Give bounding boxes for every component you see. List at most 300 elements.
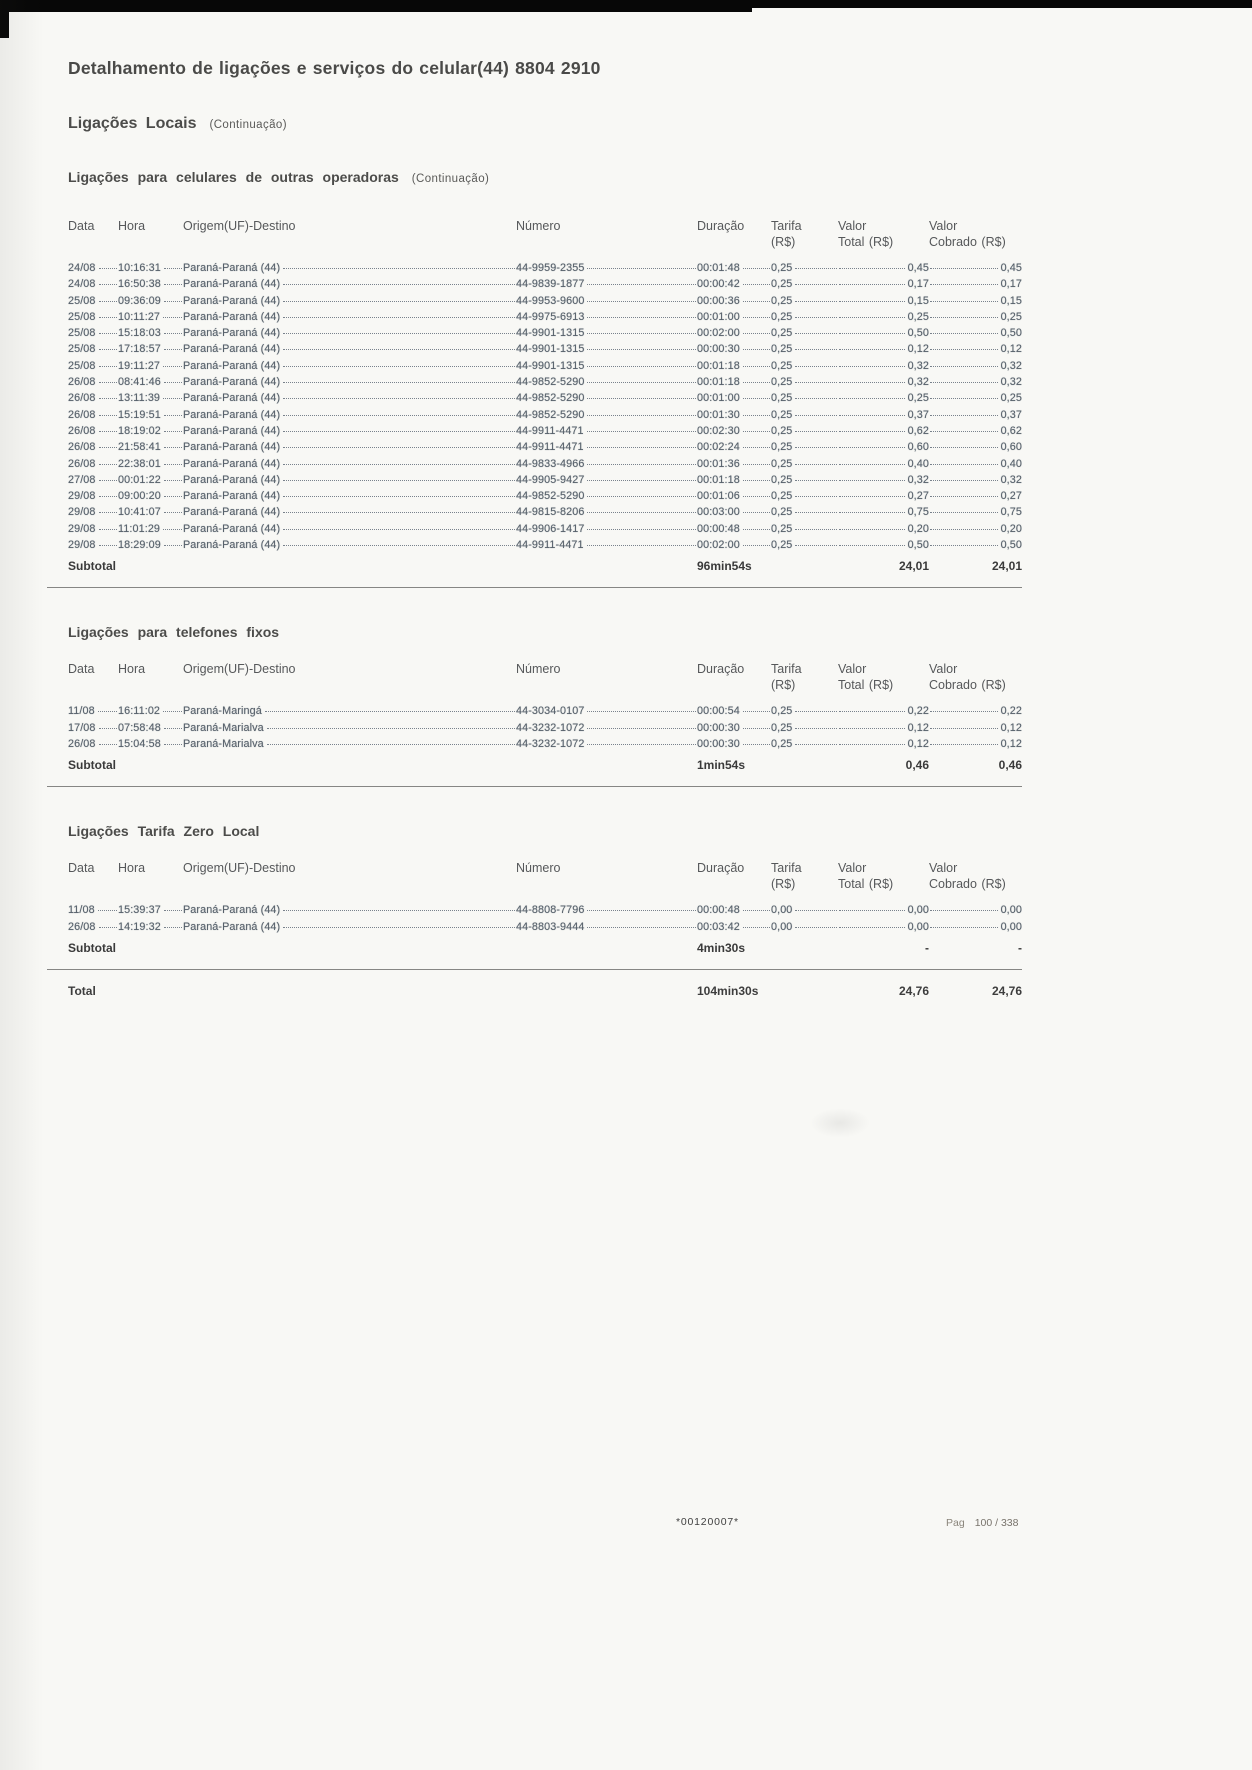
dot-leader xyxy=(164,545,182,546)
col-hora: Hora xyxy=(118,861,146,876)
dot-leader xyxy=(839,728,905,729)
dot-leader xyxy=(743,366,770,367)
dot-leader xyxy=(99,927,117,928)
cell-data: 11/08 xyxy=(68,904,95,917)
cell-data: 27/08 xyxy=(68,473,96,486)
dot-leader xyxy=(283,529,515,530)
cell-valor-cobrado: 0,25 xyxy=(1000,310,1022,323)
cell-valor-cobrado: 0,00 xyxy=(1000,920,1022,933)
cell-hora: 10:41:07 xyxy=(118,506,161,519)
cell-hora: 16:50:38 xyxy=(118,278,161,291)
table-row xyxy=(68,278,1022,294)
table-rows xyxy=(68,262,1022,555)
dot-leader xyxy=(164,910,182,911)
dot-leader xyxy=(795,728,837,729)
dot-leader xyxy=(743,529,770,530)
table-row xyxy=(68,458,1022,474)
cell-data: 26/08 xyxy=(68,424,96,437)
table-title: Ligações para telefones fixos xyxy=(68,624,280,641)
dot-leader xyxy=(164,512,182,513)
cell-tarifa: 0,25 xyxy=(771,278,793,291)
cell-valor-total: 0,50 xyxy=(907,539,929,552)
table-row xyxy=(68,425,1022,441)
cell-tarifa: 0,25 xyxy=(771,376,793,389)
dot-leader xyxy=(587,512,696,513)
cell-valor-cobrado: 0,60 xyxy=(1000,441,1022,454)
dot-leader xyxy=(930,480,998,481)
cell-hora: 15:19:51 xyxy=(118,408,161,421)
cell-tarifa: 0,25 xyxy=(771,539,793,552)
dot-leader xyxy=(743,927,770,928)
cell-data: 29/08 xyxy=(68,522,96,535)
cell-valor-cobrado: 0,22 xyxy=(1000,705,1022,718)
cell-duracao: 00:00:54 xyxy=(697,705,740,718)
cell-origem: Paraná-Paraná (44) xyxy=(183,441,281,454)
dot-leader xyxy=(743,349,770,350)
dot-leader xyxy=(839,301,905,302)
cell-tarifa: 0,25 xyxy=(771,490,793,503)
cell-valor-cobrado: 0,17 xyxy=(1000,278,1022,291)
call-table-section xyxy=(68,169,1022,588)
dot-leader xyxy=(587,910,696,911)
scan-smudge xyxy=(810,1108,870,1138)
cell-valor-cobrado: 0,32 xyxy=(1000,376,1022,389)
cell-tarifa: 0,25 xyxy=(771,705,793,718)
cell-numero: 44-9839-1877 xyxy=(516,278,585,291)
dot-leader xyxy=(164,284,182,285)
dot-leader xyxy=(839,910,905,911)
dot-leader xyxy=(930,447,998,448)
cell-duracao: 00:00:30 xyxy=(697,721,740,734)
dot-leader xyxy=(164,349,182,350)
cell-valor-total: 0,12 xyxy=(907,343,929,356)
dot-leader xyxy=(743,415,770,416)
cell-origem: Paraná-Paraná (44) xyxy=(183,392,281,405)
section-divider xyxy=(47,587,1022,588)
col-valor-cobrado: Valor Cobrado (R$) xyxy=(929,662,1006,692)
cell-hora: 00:01:22 xyxy=(118,473,161,486)
col-data: Data xyxy=(68,219,95,233)
cell-valor-total: 0,12 xyxy=(907,737,929,750)
cell-origem: Paraná-Paraná (44) xyxy=(183,457,281,470)
cell-hora: 18:29:09 xyxy=(118,539,161,552)
cell-valor-total: 0,45 xyxy=(907,262,929,274)
cell-duracao: 00:02:30 xyxy=(697,424,740,437)
dot-leader xyxy=(743,333,770,334)
cell-valor-total: 0,60 xyxy=(907,441,929,454)
col-valor-total: Valor Total (R$) xyxy=(838,861,894,891)
dot-leader xyxy=(930,398,998,399)
dot-leader xyxy=(587,415,696,416)
cell-numero: 44-9901-1315 xyxy=(516,327,585,340)
table-title: Ligações para celulares de outras operadoras (Continuação) xyxy=(68,169,490,185)
cell-duracao: 00:01:36 xyxy=(697,457,740,470)
dot-leader xyxy=(743,317,770,318)
cell-origem: Paraná-Paraná (44) xyxy=(183,343,281,356)
table-row xyxy=(68,343,1022,359)
cell-data: 29/08 xyxy=(68,539,96,552)
cell-origem: Paraná-Paraná (44) xyxy=(183,294,281,307)
dot-leader xyxy=(587,927,696,928)
dot-leader xyxy=(795,910,837,911)
dot-leader xyxy=(839,268,905,269)
cell-numero: 44-9959-2355 xyxy=(516,262,585,274)
cell-duracao: 00:01:06 xyxy=(697,490,740,503)
dot-leader xyxy=(743,431,770,432)
cell-valor-cobrado: 0,40 xyxy=(1000,457,1022,470)
dot-leader xyxy=(930,711,998,712)
footer-barcode-text: *00120007* xyxy=(676,1516,739,1528)
subtotal-row xyxy=(68,559,1022,579)
cell-valor-cobrado: 0,12 xyxy=(1000,737,1022,750)
cell-hora: 22:38:01 xyxy=(118,457,161,470)
dot-leader xyxy=(930,512,998,513)
cell-tarifa: 0,25 xyxy=(771,737,793,750)
cell-duracao: 00:01:00 xyxy=(697,392,740,405)
cell-data: 26/08 xyxy=(68,737,96,750)
subtotal-valor-cobrado: 24,01 xyxy=(991,559,1022,574)
call-table-section xyxy=(68,823,1022,970)
cell-duracao: 00:01:18 xyxy=(697,359,740,372)
table-row xyxy=(68,705,1022,721)
cell-duracao: 00:03:00 xyxy=(697,506,740,519)
dot-leader xyxy=(839,529,905,530)
table-row xyxy=(68,523,1022,539)
dot-leader xyxy=(99,512,117,513)
dot-leader xyxy=(743,711,770,712)
cell-hora: 09:36:09 xyxy=(118,294,161,307)
cell-valor-cobrado: 0,12 xyxy=(1000,721,1022,734)
dot-leader xyxy=(930,529,998,530)
cell-valor-total: 0,25 xyxy=(907,392,929,405)
dot-leader xyxy=(587,447,696,448)
col-valor-total: Valor Total (R$) xyxy=(838,219,894,249)
cell-tarifa: 0,25 xyxy=(771,294,793,307)
dot-leader xyxy=(283,480,515,481)
table-header xyxy=(68,662,1022,693)
dot-leader xyxy=(267,728,515,729)
cell-numero: 44-3034-0107 xyxy=(516,705,585,718)
dot-leader xyxy=(930,301,998,302)
col-hora: Hora xyxy=(118,219,146,233)
dot-leader xyxy=(587,382,696,383)
dot-leader xyxy=(839,284,905,285)
dot-leader xyxy=(839,447,905,448)
col-origem-destino: Origem(UF)-Destino xyxy=(183,861,296,876)
cell-data: 25/08 xyxy=(68,310,96,323)
cell-duracao: 00:00:48 xyxy=(697,904,740,917)
cell-duracao: 00:01:00 xyxy=(697,310,740,323)
dot-leader xyxy=(930,284,998,285)
table-title: Ligações Tarifa Zero Local xyxy=(68,823,260,840)
cell-hora: 13:11:39 xyxy=(118,392,161,405)
dot-leader xyxy=(587,317,696,318)
dot-leader xyxy=(164,333,182,334)
dot-leader xyxy=(587,333,696,334)
cell-duracao: 00:02:00 xyxy=(697,539,740,552)
cell-tarifa: 0,25 xyxy=(771,327,793,340)
table-row xyxy=(68,311,1022,327)
cell-valor-total: 0,00 xyxy=(907,904,929,917)
col-numero: Número xyxy=(516,662,561,677)
cell-origem: Paraná-Paraná (44) xyxy=(183,424,281,437)
table-row xyxy=(68,738,1022,754)
dot-leader xyxy=(283,333,515,334)
dot-leader xyxy=(930,431,998,432)
cell-valor-total: 0,37 xyxy=(907,408,929,421)
dot-leader xyxy=(795,284,837,285)
subtotal-duration: 96min54s xyxy=(697,559,752,574)
dot-leader xyxy=(743,464,770,465)
dot-leader xyxy=(99,415,117,416)
table-row xyxy=(68,441,1022,457)
cell-tarifa: 0,25 xyxy=(771,392,793,405)
grand-total-valor-cobrado: 24,76 xyxy=(991,983,1022,998)
dot-leader xyxy=(839,382,905,383)
dot-leader xyxy=(743,284,770,285)
dot-leader xyxy=(743,910,770,911)
cell-duracao: 00:01:30 xyxy=(697,408,740,421)
dot-leader xyxy=(283,349,515,350)
cell-valor-cobrado: 0,32 xyxy=(1000,359,1022,372)
dot-leader xyxy=(99,744,117,745)
grand-total-duration: 104min30s xyxy=(697,983,759,998)
dot-leader xyxy=(795,366,837,367)
cell-valor-total: 0,50 xyxy=(907,327,929,340)
dot-leader xyxy=(164,431,182,432)
cell-hora: 15:18:03 xyxy=(118,327,161,340)
cell-tarifa: 0,25 xyxy=(771,343,793,356)
cell-origem: Paraná-Paraná (44) xyxy=(183,490,281,503)
cell-tarifa: 0,25 xyxy=(771,721,793,734)
dot-leader xyxy=(587,711,696,712)
table-rows xyxy=(68,705,1022,754)
cell-tarifa: 0,25 xyxy=(771,310,793,323)
cell-numero: 44-9852-5290 xyxy=(516,376,585,389)
table-row xyxy=(68,506,1022,522)
cell-data: 26/08 xyxy=(68,376,96,389)
col-duracao: Duração xyxy=(697,219,745,233)
cell-valor-cobrado: 0,32 xyxy=(1000,473,1022,486)
table-row xyxy=(68,722,1022,738)
cell-numero: 44-9833-4966 xyxy=(516,457,585,470)
table-row xyxy=(68,409,1022,425)
dot-leader xyxy=(743,480,770,481)
col-valor-cobrado: Valor Cobrado (R$) xyxy=(929,219,1006,249)
grand-total-label: Total xyxy=(68,983,96,998)
dot-leader xyxy=(839,349,905,350)
call-table-section xyxy=(68,624,1022,787)
dot-leader xyxy=(930,744,998,745)
cell-origem: Paraná-Paraná (44) xyxy=(183,359,281,372)
cell-hora: 19:11:27 xyxy=(118,359,161,372)
dot-leader xyxy=(587,496,696,497)
subtotal-duration: 1min54s xyxy=(697,758,746,773)
dot-leader xyxy=(930,333,998,334)
cell-data: 24/08 xyxy=(68,262,96,274)
cell-data: 26/08 xyxy=(68,920,96,933)
dot-leader xyxy=(283,366,515,367)
cell-tarifa: 0,00 xyxy=(771,904,793,917)
subtotal-label: Subtotal xyxy=(68,758,116,773)
cell-origem: Paraná-Marialva xyxy=(183,737,264,750)
subtotal-valor-total: 24,01 xyxy=(898,559,929,574)
dot-leader xyxy=(839,431,905,432)
cell-valor-total: 0,27 xyxy=(907,490,929,503)
cell-numero: 44-9906-1417 xyxy=(516,522,585,535)
cell-hora: 15:04:58 xyxy=(118,737,161,750)
cell-tarifa: 0,00 xyxy=(771,920,793,933)
cell-valor-cobrado: 0,27 xyxy=(1000,490,1022,503)
dot-leader xyxy=(99,728,117,729)
cell-tarifa: 0,25 xyxy=(771,424,793,437)
dot-leader xyxy=(587,268,696,269)
dot-leader xyxy=(99,398,117,399)
dot-leader xyxy=(283,268,515,269)
col-tarifa: Tarifa (R$) xyxy=(771,662,802,692)
dot-leader xyxy=(99,317,117,318)
table-row xyxy=(68,904,1022,920)
dot-leader xyxy=(164,480,182,481)
dot-leader xyxy=(795,349,837,350)
cell-numero: 44-8808-7796 xyxy=(516,904,585,917)
cell-valor-cobrado: 0,62 xyxy=(1000,424,1022,437)
cell-hora: 17:18:57 xyxy=(118,343,161,356)
cell-valor-total: 0,17 xyxy=(907,278,929,291)
dot-leader xyxy=(839,464,905,465)
cell-duracao: 00:00:48 xyxy=(697,522,740,535)
dot-leader xyxy=(587,284,696,285)
cell-data: 29/08 xyxy=(68,490,96,503)
dot-leader xyxy=(930,317,998,318)
dot-leader xyxy=(839,711,905,712)
cell-duracao: 00:00:30 xyxy=(697,343,740,356)
cell-valor-cobrado: 0,15 xyxy=(1000,294,1022,307)
dot-leader xyxy=(587,529,696,530)
cell-valor-total: 0,15 xyxy=(907,294,929,307)
dot-leader xyxy=(283,512,515,513)
dot-leader xyxy=(99,366,117,367)
cell-duracao: 00:02:00 xyxy=(697,327,740,340)
dot-leader xyxy=(99,545,117,546)
dot-leader xyxy=(587,545,696,546)
dot-leader xyxy=(587,431,696,432)
dot-leader xyxy=(839,545,905,546)
dot-leader xyxy=(743,728,770,729)
col-data: Data xyxy=(68,662,95,677)
dot-leader xyxy=(99,529,117,530)
subtotal-duration: 4min30s xyxy=(697,940,746,955)
subtotal-row xyxy=(68,941,1022,961)
dot-leader xyxy=(164,927,182,928)
dot-leader xyxy=(743,512,770,513)
cell-tarifa: 0,25 xyxy=(771,522,793,535)
dot-leader xyxy=(839,512,905,513)
dot-leader xyxy=(795,545,837,546)
table-row xyxy=(68,392,1022,408)
dot-leader xyxy=(930,910,998,911)
cell-valor-total: 0,00 xyxy=(907,920,929,933)
cell-valor-cobrado: 0,50 xyxy=(1000,327,1022,340)
cell-valor-total: 0,25 xyxy=(907,310,929,323)
dot-leader xyxy=(930,464,998,465)
cell-origem: Paraná-Paraná (44) xyxy=(183,522,281,535)
cell-duracao: 00:02:24 xyxy=(697,441,740,454)
cell-hora: 09:00:20 xyxy=(118,490,161,503)
cell-data: 29/08 xyxy=(68,506,96,519)
cell-duracao: 00:03:42 xyxy=(697,920,740,933)
table-row xyxy=(68,262,1022,278)
cell-data: 25/08 xyxy=(68,359,96,372)
cell-hora: 16:11:02 xyxy=(118,705,161,718)
dot-leader xyxy=(99,382,117,383)
cell-numero: 44-9852-5290 xyxy=(516,392,585,405)
dot-leader xyxy=(265,711,515,712)
table-row xyxy=(68,921,1022,937)
dot-leader xyxy=(99,349,117,350)
table-header xyxy=(68,861,1022,892)
cell-numero: 44-9911-4471 xyxy=(516,441,584,454)
subtotal-label: Subtotal xyxy=(68,559,116,574)
dot-leader xyxy=(795,447,837,448)
cell-tarifa: 0,25 xyxy=(771,441,793,454)
cell-origem: Paraná-Paraná (44) xyxy=(183,310,281,323)
table-row xyxy=(68,360,1022,376)
section-divider xyxy=(47,969,1022,970)
cell-duracao: 00:00:36 xyxy=(697,294,740,307)
dot-leader xyxy=(267,744,515,745)
cell-hora: 10:11:27 xyxy=(118,310,161,323)
cell-hora: 18:19:02 xyxy=(118,424,161,437)
dot-leader xyxy=(839,744,905,745)
dot-leader xyxy=(283,910,515,911)
cell-valor-total: 0,20 xyxy=(907,522,929,535)
dot-leader xyxy=(795,744,837,745)
dot-leader xyxy=(795,512,837,513)
cell-hora: 15:39:37 xyxy=(118,904,161,917)
dot-leader xyxy=(99,464,117,465)
table-row xyxy=(68,539,1022,555)
cell-valor-cobrado: 0,75 xyxy=(1000,506,1022,519)
cell-origem: Paraná-Paraná (44) xyxy=(183,408,281,421)
subtotal-valor-cobrado: 0,46 xyxy=(998,758,1022,773)
continuation-note: (Continuação) xyxy=(411,173,490,185)
cell-data: 26/08 xyxy=(68,441,96,454)
dot-leader xyxy=(587,728,696,729)
dot-leader xyxy=(743,268,770,269)
cell-origem: Paraná-Paraná (44) xyxy=(183,920,281,933)
cell-origem: Paraná-Paraná (44) xyxy=(183,904,281,917)
cell-numero: 44-8803-9444 xyxy=(516,920,585,933)
cell-numero: 44-3232-1072 xyxy=(516,737,585,750)
cell-numero: 44-9901-1315 xyxy=(516,343,585,356)
bill-content xyxy=(68,0,1022,1004)
dot-leader xyxy=(587,301,696,302)
dot-leader xyxy=(99,480,117,481)
grand-total-valor-total: 24,76 xyxy=(898,983,929,998)
cell-numero: 44-9975-6913 xyxy=(516,310,585,323)
table-row xyxy=(68,295,1022,311)
dot-leader xyxy=(283,464,515,465)
dot-leader xyxy=(587,464,696,465)
cell-valor-cobrado: 0,20 xyxy=(1000,522,1022,535)
col-tarifa: Tarifa (R$) xyxy=(771,861,802,891)
dot-leader xyxy=(839,333,905,334)
table-header xyxy=(68,219,1022,250)
col-tarifa: Tarifa (R$) xyxy=(771,219,802,249)
cell-data: 11/08 xyxy=(68,705,95,718)
dot-leader xyxy=(98,711,117,712)
